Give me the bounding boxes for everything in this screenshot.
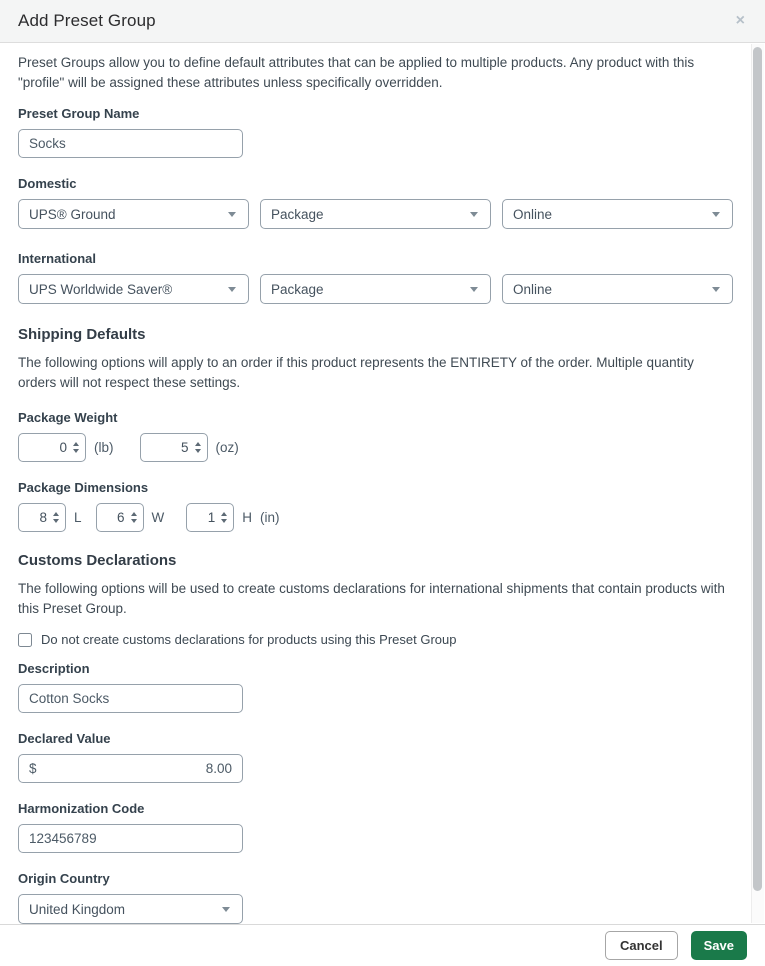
domestic-service-value: UPS® Ground <box>29 206 116 222</box>
chevron-down-icon <box>222 907 230 912</box>
modal-footer <box>0 924 765 966</box>
weight-lb-input[interactable] <box>18 433 86 462</box>
package-dimensions-label: Package Dimensions <box>18 480 149 496</box>
weight-lb-unit: (lb) <box>94 440 114 456</box>
weight-oz-input[interactable] <box>140 433 208 462</box>
chevron-down-icon <box>712 287 720 292</box>
preset-group-name-input[interactable] <box>18 129 243 158</box>
package-dimensions-row <box>18 503 733 532</box>
description-input[interactable] <box>18 684 243 713</box>
harmonization-code-input[interactable] <box>18 824 243 853</box>
domestic-select-row <box>18 199 733 229</box>
chevron-down-icon <box>712 212 720 217</box>
chevron-down-icon <box>228 212 236 217</box>
chevron-down-icon <box>470 287 478 292</box>
international-label: International <box>18 251 97 267</box>
domestic-confirmation-value: Online <box>513 206 553 222</box>
chevron-down-icon <box>470 212 478 217</box>
width-letter: W <box>151 510 165 526</box>
domestic-service-select[interactable] <box>18 199 249 229</box>
domestic-label: Domestic <box>18 176 77 192</box>
international-confirmation-value: Online <box>513 281 553 297</box>
dimension-width-input[interactable] <box>96 503 144 532</box>
international-package-value: Package <box>271 281 324 297</box>
cancel-button[interactable]: Cancel <box>605 931 678 960</box>
declared-value-input[interactable] <box>18 754 243 783</box>
harmonization-code-label: Harmonization Code <box>18 801 145 817</box>
customs-declarations-heading: Customs Declarations <box>18 552 177 570</box>
currency-symbol: $ <box>29 761 37 777</box>
dimension-length-value: 8 <box>39 510 47 526</box>
modal-header <box>0 0 765 43</box>
stepper-arrows-icon[interactable] <box>73 442 79 453</box>
domestic-package-select[interactable] <box>260 199 491 229</box>
customs-declarations-description: The following options will be used to create customs declarations for international shipments that contain products with this Preset Group. <box>18 581 725 616</box>
close-icon[interactable]: × <box>735 12 745 29</box>
declared-value-amount: 8.00 <box>205 761 232 777</box>
chevron-down-icon <box>228 287 236 292</box>
weight-lb-value: 0 <box>59 440 67 456</box>
origin-country-label: Origin Country <box>18 871 110 887</box>
dimension-length-input[interactable] <box>18 503 66 532</box>
international-service-value: UPS Worldwide Saver® <box>29 281 173 297</box>
stepper-arrows-icon[interactable] <box>131 512 137 523</box>
international-package-select[interactable] <box>260 274 491 304</box>
stepper-arrows-icon[interactable] <box>195 442 201 453</box>
international-confirmation-select[interactable] <box>502 274 733 304</box>
package-weight-row <box>18 433 733 462</box>
height-letter: H <box>242 510 253 526</box>
weight-oz-unit: (oz) <box>215 440 239 456</box>
shipping-defaults-heading: Shipping Defaults <box>18 326 146 344</box>
stepper-arrows-icon[interactable] <box>221 512 227 523</box>
checkbox-icon[interactable] <box>18 633 32 647</box>
save-button[interactable]: Save <box>691 931 747 960</box>
domestic-package-value: Package <box>271 206 324 222</box>
modal-body <box>0 43 765 924</box>
dimension-height-value: 1 <box>207 510 216 526</box>
modal-title: Add Preset Group <box>18 11 156 30</box>
scrollbar-track[interactable] <box>751 44 764 923</box>
dimension-width-value: 6 <box>117 510 125 526</box>
length-letter: L <box>74 510 82 526</box>
customs-optout-checkbox-label: Do not create customs declarations for products using this Preset Group <box>41 632 457 648</box>
scrollbar-thumb[interactable] <box>753 47 762 891</box>
customs-optout-checkbox-row[interactable] <box>18 632 733 647</box>
international-service-select[interactable] <box>18 274 249 304</box>
preset-group-name-label: Preset Group Name <box>18 106 140 122</box>
international-select-row <box>18 274 733 304</box>
package-weight-label: Package Weight <box>18 410 118 426</box>
description-label: Description <box>18 661 90 677</box>
origin-country-value: United Kingdom <box>29 901 126 917</box>
weight-oz-value: 5 <box>180 440 189 456</box>
dimensions-unit: (in) <box>260 510 280 526</box>
shipping-defaults-description: The following options will apply to an order if this product represents the ENTIRETY of the order. Multiple quantity orders will not respect these settings. <box>18 355 694 390</box>
stepper-arrows-icon[interactable] <box>53 512 59 523</box>
dimension-height-input[interactable] <box>186 503 234 532</box>
declared-value-label: Declared Value <box>18 731 111 747</box>
domestic-confirmation-select[interactable] <box>502 199 733 229</box>
origin-country-select[interactable] <box>18 894 243 924</box>
intro-text: Preset Groups allow you to define default attributes that can be applied to multiple products. Any product with this "profile" will be assigned these attributes unless specifically overridden. <box>18 55 695 90</box>
